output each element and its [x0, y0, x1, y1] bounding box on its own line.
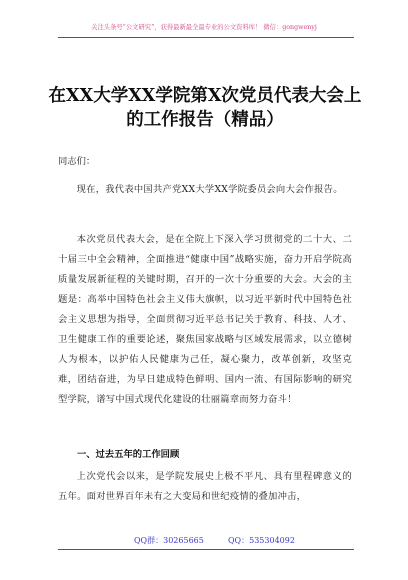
footer-divider	[58, 549, 354, 550]
header-promo-banner: 关注头条号“公文研究”，获得最新最全最专业的公文资料库！ 微信：gongwenyj	[91, 24, 317, 31]
footer-contact	[0, 534, 408, 548]
footer-qq-number: QQ：535304092	[228, 536, 295, 545]
section-paragraph: 上次党代会以来，是学院发展史上极不平凡、具有里程碑意义的五年。面对世界百年未有之大变局和世纪疫情的叠加冲击，	[58, 471, 352, 502]
footer-qq-group: QQ群：30265665	[134, 536, 204, 545]
greeting-line: 同志们：	[58, 156, 96, 167]
section-heading: 一、过去五年的工作回顾	[77, 449, 180, 460]
header-divider	[58, 37, 354, 38]
document-title: 在XX大学XX学院第X次党员代表大会上的工作报告（精品）	[48, 86, 362, 130]
body-paragraph-theme: 本次党员代表大会，是在全院上下深入学习贯彻党的二十大、二十届三中全会精神，全面推进“健康中国”战略实施，奋力开启学院高质量发展新征程的关键时期，召开的一次十分重要的大会。大会的主题是：高举中国特色社会主义伟大旗帜，以习近平新时代中国特色社会主义思想为指导，全面贯彻习近平总书记关于教育、科技、人才、卫生健康工作的重要论述，聚焦国家战略与区域发展需求，以立德树人为根本，以护佑人民健康为己任，凝心聚力，改革创新，攻坚克难，团结奋进，为早日建成特色鲜明、国内一流、有国际影响的研究型学院，谱写中国式现代化建设的壮丽篇章而努力奋斗！	[58, 234, 352, 405]
body-paragraph-intro: 现在，我代表中国共产党XX大学XX学院委员会向大会作报告。	[76, 184, 343, 195]
